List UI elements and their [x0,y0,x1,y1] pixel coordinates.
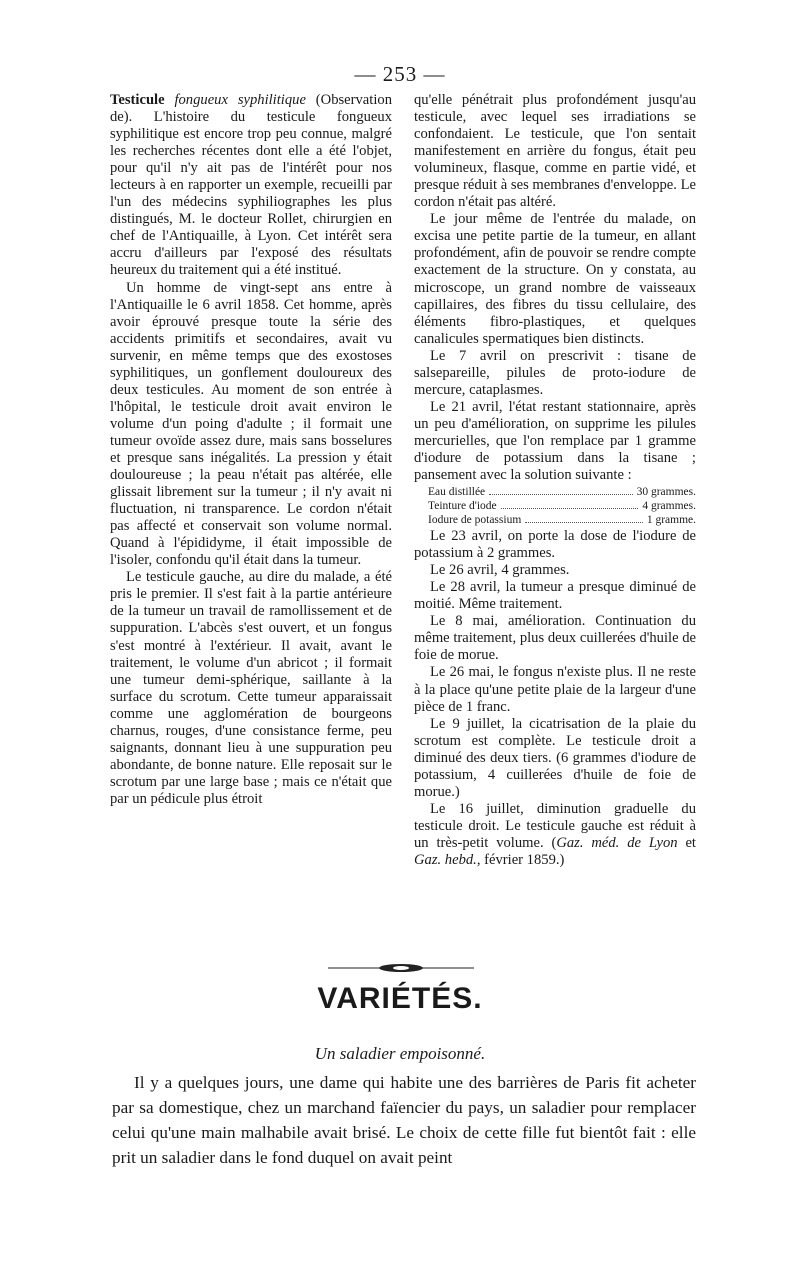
article-title-italic: fongueux syphilitique [164,92,306,108]
right-column [414,92,696,869]
article-title: Testicule [110,92,165,108]
ingredient-name: Eau distillée [428,486,486,499]
paragraph: qu'elle pénétrait plus profondément jusqu'au testicule, avec lequel ses irradiations se confondaient. Le testicule, que l'on sentait manifestement en arrière du fongus, était peu volumineux, flasque, comme en partie vidé, et presque réduit à ses membranes d'enveloppe. Le cordon n'était pas altéré. [414,92,696,211]
ingredient-quantity: 30 grammes. [636,486,696,499]
paragraph-text: et [677,834,696,851]
paragraph: Le 7 avril on prescrivit : tisane de salsepareille, pilules de proto-iodure de mercure, cataplasmes. [414,347,696,398]
formula-row [414,513,696,527]
page-number: — 253 — [354,62,446,86]
ingredient-name: Iodure de potassium [428,514,522,527]
citation: Gaz. méd. de Lyon [556,834,678,851]
paragraph [414,801,696,869]
paragraph: Le 26 mai, le fongus n'existe plus. Il ne reste à la place qu'une petite plaie de la largeur d'une pièce de 1 franc. [414,664,696,715]
citation: Gaz. hebd. [414,851,477,868]
section-title: VARIÉTÉS. [317,982,483,1015]
paragraph-text: , février 1859.) [476,851,565,868]
paragraph: Le 21 avril, l'état restant stationnaire, après un peu d'amélioration, on supprime les pilules mercurielles, que l'on remplace par 1 gramme d'iodure de potassium dans la tisane ; pansement avec la solution suivante : [414,398,696,484]
paragraph: Un homme de vingt-sept ans entre à l'Antiquaille le 6 avril 1858. Cet homme, après avoir éprouvé presque toute la série des accidents primitifs et secondaires, avait vu survenir, en même temps que des exostoses syphilitiques, un gonflement douloureux des deux testicules. Au moment de son entrée à l'hôpital, le testicule droit avait environ le volume d'un poing d'adulte ; il formait une tumeur ovoïde assez dure, mais sans bosselures et presque sans inégalités. La pression y était douloureuse ; la peau n'était pas altérée, elle glissait librement sur la tumeur ; il n'y avait ni fluctuation, ni transparence. Le cordon n'était pas affecté et conservait son volume normal. Quand à l'épididyme, il était impossible de l'isoler, confondu qu'il était dans la tumeur. [110,279,392,569]
paragraph: Il y a quelques jours, une dame qui habite une des barrières de Paris fit acheter par sa domestique, chez un marchand faïencier du pays, un saladier pour remplacer celui qu'une main malhabile avait brisé. Le choix de cette fille fut bientôt fait : elle prit un saladier dans le fond duquel on avait peint [112,1073,696,1167]
formula-table [414,484,696,528]
ornamental-divider [326,962,476,974]
formula-row [414,485,696,499]
ingredient-name: Teinture d'iode [428,500,497,513]
paragraph: Le 8 mai, amélioration. Continuation du même traitement, plus deux cuillerées d'huile de foie de morue. [414,613,696,664]
leader-dots [525,513,643,523]
leader-dots [489,485,632,495]
section-body [112,1070,696,1170]
two-column-body [110,92,696,869]
formula-row [414,499,696,513]
paragraph: Le 9 juillet, la cicatrisation de la plaie du scrotum est complète. Le testicule droit a diminué des deux tiers. (6 grammes d'iodure de potassium, 4 cuillerées d'huile de foie de morue.) [414,715,696,800]
paragraph [110,92,392,280]
paragraph-text: Le 16 juillet, diminution graduelle du testicule droit. Le testicule gauche est réduit à un très-petit volume. ( [414,800,696,851]
paragraph: Le jour même de l'entrée du malade, on excisa une petite partie de la tumeur, en allant profondément, afin de pouvoir se rendre compte exactement de la structure. On y constata, au microscope, un grand nombre de vaisseaux capillaires, des fibres du tissu cellulaire, des éléments fibro-plastiques, et quelques canalicules spermatiques bien distincts. [414,211,696,347]
leader-dots [501,499,639,509]
ingredient-quantity: 1 gramme. [646,514,696,527]
paragraph: Le 28 avril, la tumeur a presque diminué de moitié. Même traitement. [414,579,696,613]
paragraph: Le 26 avril, 4 grammes. [430,562,570,579]
paragraph-text: (Observation de). L'histoire du testicule fongueux syphilitique est encore trop peu connue, malgré les recherches récentes dont elle a été l'objet, pour qu'il n'y ait pas de l'intérêt pour nos lecteurs à en rapporter un exemple, recueilli par l'un des médecins syphiliographes les plus distingués, M. le docteur Rollet, chirurgien en chef de l'Antiquaille, à Lyon. Cet intérêt sera accru d'ailleurs par l'exposé des résultats heureux du traitement qui a été institué. [110,92,392,279]
article-subtitle: Un saladier empoisonné. [314,1044,486,1063]
ingredient-quantity: 4 grammes. [642,500,696,513]
paragraph: Le testicule gauche, au dire du malade, a été pris le premier. Il s'est fait à la partie antérieure de la tumeur un travail de ramollissement et de suppuration. L'abcès s'est ouvert, et un fongus s'est montré à l'extérieur. Il avait, avant le traitement, le volume d'un abricot ; il formait une tumeur demi-sphérique, saillante à la surface du scrotum. Cette tumeur apparaissait comme une agglomération de bourgeons charnus, rouges, d'une consistance ferme, peu saignants, donnant lieu à une suppuration peu abondante, de bonne nature. Elle reposait sur le scrotum par une large base ; mais ce n'était que par un pédicule plus étroit [110,569,392,807]
paragraph: Le 23 avril, on porte la dose de l'iodure de potassium à 2 grammes. [414,528,696,562]
left-column [110,92,392,869]
